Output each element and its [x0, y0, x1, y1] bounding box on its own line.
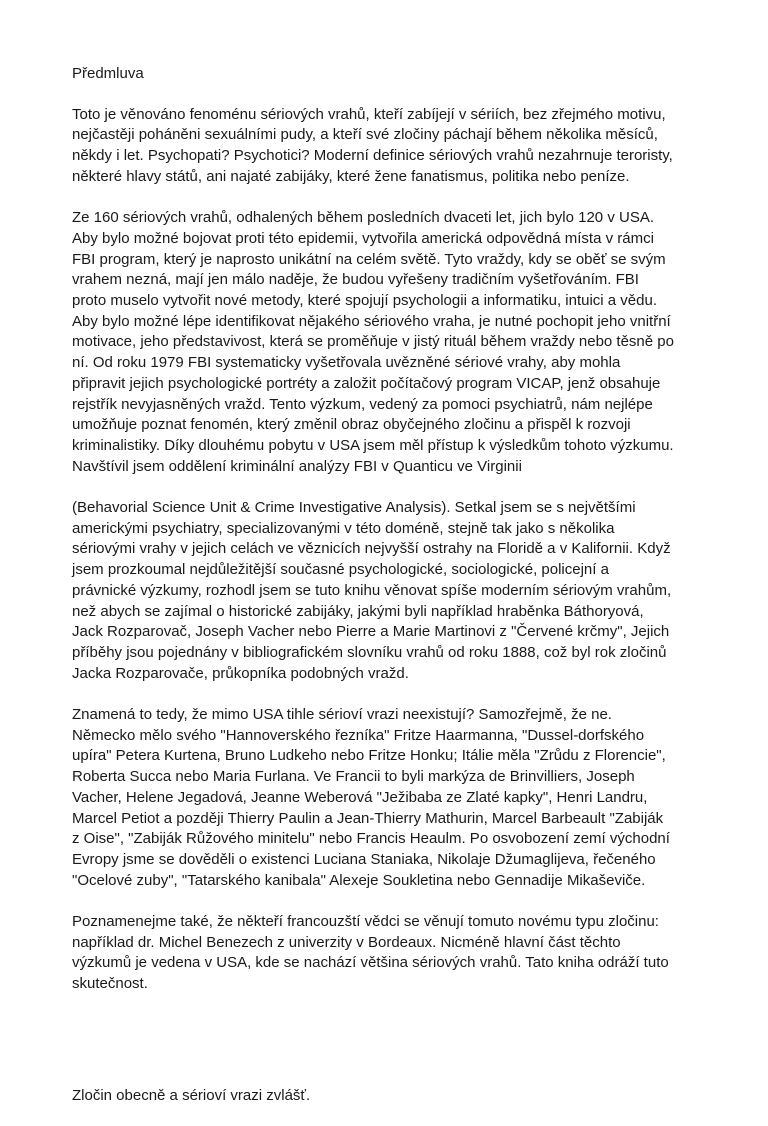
text-line: příběhy jsou pojednány v bibliografickém slovníku vrahů od roku 1888, což byl rok zločinů [72, 643, 667, 661]
text-line: Marcel Petiot a později Thierry Paulin a Jean-Thierry Mathurin, Marcel Barbeault "Zabiják [72, 809, 664, 827]
text-line: Roberta Succa nebo Maria Furlana. Ve Francii to byli markýza de Brinvilliers, Joseph [72, 768, 635, 786]
text-line: (Behavorial Science Unit & Crime Investigative Analysis). Setkal jsem se s největšími [72, 499, 636, 517]
paragraph [72, 208, 702, 477]
text-line: motivace, jeho představivost, která se proměňuje v jistý rituál během vraždy nebo těsně po [72, 333, 674, 351]
paragraph [72, 705, 702, 891]
text-line: proto muselo vytvořit nové metody, které spojují psychologii a informatiku, intuici a vědu. [72, 292, 657, 310]
spacer [72, 1016, 702, 1086]
text-line: Navštívil jsem oddělení kriminální analýzy FBI v Quanticu ve Virginii [72, 457, 522, 475]
text-line: Toto je věnováno fenoménu sériových vrahů, kteří zabíjejí v sériích, bez zřejmého motivu, [72, 105, 666, 123]
paragraph [72, 912, 702, 995]
text-line: FBI program, který je naprosto unikátní na celém světě. Tyto vraždy, kdy se oběť se svým [72, 250, 666, 268]
text-line: Jack Rozparovač, Joseph Vacher nebo Pierre a Marie Martinovi z "Červené krčmy", Jejich [72, 623, 670, 641]
text-line: Znamená to tedy, že mimo USA tihle sérioví vrazi neexistují? Samozřejmě, že ne. [72, 706, 612, 724]
text-line: vrahem nezná, mají jen málo naděje, že budou vyřešeny tradičním vyšetřováním. FBI [72, 271, 639, 289]
text-line: Německo mělo svého "Hannoverského řezníka" Fritze Haarmanna, "Dussel-dorfského [72, 726, 645, 744]
text-line: ní. Od roku 1979 FBI systematicky vyšetřovala uvězněné sériové vrahy, aby mohla [72, 354, 621, 372]
text-line: "Ocelové zuby", "Tatarského kanibala" Alexeje Soukletina nebo Gennadije Mikaševiče. [72, 871, 646, 889]
text-line: kriminalistiky. Díky dlouhému pobytu v USA jsem měl přístup k výsledkům tohoto výzkumu. [72, 436, 674, 454]
text-line: Jacka Rozparovače, průkopníka podobných vražd. [72, 664, 409, 682]
text-line: Aby bylo možné lépe identifikovat nějakého sériového vraha, je nutné pochopit jeho vnitřní [72, 312, 671, 330]
text-line: rejstřík nevyjasněných vražd. Tento výzkum, vedený za pomoci psychiatrů, nám nejlépe [72, 395, 653, 413]
text-line: Poznamenejme také, že někteří francouzští vědci se věnují tomuto novému typu zločinu: [72, 913, 659, 931]
text-line: sériovými vrahy v jejich celách ve věznicích nejvyšší ostrahy na Floridě a v Kalifornii. Když [72, 540, 671, 558]
text-line: upíra" Petera Kurtena, Bruno Ludkeho nebo Fritze Honku; Itálie měla "Zrůdu z Florencie", [72, 747, 666, 765]
text-line: Aby bylo možné bojovat proti této epidemii, vytvořila americká odpovědná místa v rámci [72, 229, 654, 247]
text-line: umožňuje poznat fenomén, který změnil obraz obyčejného zločinu a přispěl k rozvoji [72, 416, 631, 434]
text-line: například dr. Michel Benezech z univerzity v Bordeaux. Nicméně hlavní část těchto [72, 933, 621, 951]
text-line: někdy i let. Psychopati? Psychotici? Moderní definice sériových vrahů nezahrnuje teroristy, [72, 147, 673, 165]
text-line: nejčastěji poháněni sexuálními pudy, a kteří své zločiny páchají během několika měsíců, [72, 126, 658, 144]
text-line: některé hlavy států, ani najaté zabijáky, které žene fanatismus, politika nebo peníze. [72, 167, 630, 185]
text-line: americkými psychiatry, specializovanými v této doméně, stejně tak jako s několika [72, 519, 615, 537]
document-body [72, 105, 702, 995]
text-line: Vacher, Helene Jegadová, Jeanne Weberová "Ježibaba ze Zlaté kapky", Henri Landru, [72, 788, 648, 806]
section-title: Zločin obecně a sérioví vrazi zvlášť. [72, 1086, 311, 1104]
document-page [72, 64, 702, 1126]
paragraph [72, 498, 702, 684]
text-line: z Oise", "Zabiják Růžového minitelu" nebo Francis Heaulm. Po osvobození zemí východní [72, 830, 670, 848]
text-line: Ze 160 sériových vrahů, odhalených během posledních dvaceti let, jich bylo 120 v USA. [72, 209, 654, 227]
text-line: jsem prozkoumal nejdůležitější současné psychologické, sociologické, policejní a [72, 561, 609, 579]
text-line: Evropy jsme se dověděli o existenci Luciana Staniaka, Nikolaje Džumaglijeva, řečeného [72, 850, 656, 868]
text-line: skutečnost. [72, 975, 148, 993]
text-line: výzkumů je vedena v USA, kde se nachází většina sériových vrahů. Tato kniha odráží tuto [72, 954, 669, 972]
text-line: právnické výzkumy, rozhodl jsem se tuto knihu věnovat spíše moderním sériovým vrahům, [72, 581, 672, 599]
paragraph [72, 105, 702, 188]
text-line: než abych se zajímal o historické zabijáky, jakými byli například hraběnka Báthoryová, [72, 602, 644, 620]
text-line: připravit jejich psychologické portréty a založit počítačový program VICAP, jenž obsahuje [72, 374, 661, 392]
page-title: Předmluva [72, 65, 144, 82]
